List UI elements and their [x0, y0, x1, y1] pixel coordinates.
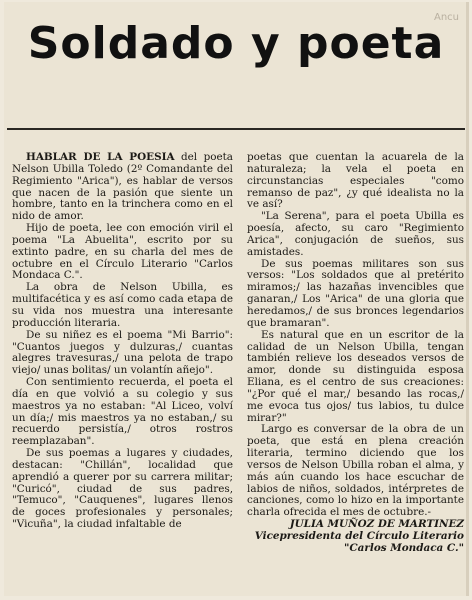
paragraph-10: Es natural que en un escritor de la calidad de un Nelson Ubilla, tengan también relieve los deseados versos de amor, donde su distinguida esposa Eliana, es el centro de sus creaciones: "¿Por qué el mar,/ besando las rocas,/ me evoca tus ojos/ tus labios, tu dulce mirar?" — [247, 328, 464, 424]
paragraph-6: De sus poemas a lugares y ciudades, destacan: "Chillán", localidad que aprendió a querer por su carrera militar; "Curicó", ciudad de sus padres, "Temuco", "Cauquenes", lugares llenos de goces profesionales y personales; "Vicuña", la ciudad infaltable de — [12, 447, 233, 531]
article-column-left — [12, 152, 233, 531]
paragraph-3: La obra de Nelson Ubilla, es multifacética y es así como cada etapa de su vida nos muestra una interesante producción literaria. — [12, 281, 233, 329]
headline-box — [7, 6, 465, 130]
newspaper-clipping — [4, 2, 469, 596]
bleed-through-text: Ancu — [433, 12, 459, 23]
paragraph-2: Hijo de poeta, lee con emoción viril el poema "La Abuelita", escrito por su extinto padre, en su charla del mes de octubre en el Círculo Literario "Carlos Mondaca C.". — [12, 222, 233, 282]
signature-organization: "Carlos Mondaca C." — [343, 541, 464, 554]
paragraph-1-text: del poeta Nelson Ubilla Toledo (2º Comandante del Regimiento "Arica"), es hablar de versos que nacen de la pasión que siente un hombre, tanto en la trinchera como en el nido de amor. — [12, 151, 233, 223]
paragraph-11: Largo es conversar de la obra de un poeta, que está en plena creación literaria, termino diciendo que los versos de Nelson Ubilla roban el alma, y más aún cuando los hace escuchar de labios de niños, soldados, intérpretes de canciones, como lo hizo en la importante charla ofrecida el mes de octubre.- — [247, 423, 464, 519]
paragraph-1 — [12, 152, 233, 223]
signature-role: Vicepresidenta del Círculo Literario — [254, 530, 464, 542]
article-column-right — [247, 152, 464, 555]
headline: Soldado y poeta — [27, 18, 445, 69]
signature-name: JULIA MUÑOZ DE MARTINEZ — [289, 518, 464, 531]
lead-in: HABLAR DE LA POESIA — [26, 151, 175, 163]
paragraph-7: poetas que cuentan la acuarela de la naturaleza; la vela el poeta en circunstancias especiales "como remanso de paz", ¿y qué idealista no la ve así? — [247, 151, 464, 211]
paragraph-9: De sus poemas militares son sus versos: "Los soldados que al pretérito miramos;/ las hazañas invencibles que ganaran,/ Los "Arica" de una gloria que heredamos,/ de sus bronces legendarios que bramaran". — [247, 257, 464, 329]
paragraph-8: "La Serena", para el poeta Ubilla es poesía, afecto, su caro "Regimiento Arica", conjugación de sueños, sus amistades. — [247, 210, 464, 258]
paragraph-4: De su niñez es el poema "Mi Barrio": "Cuantos juegos y dulzuras,/ cuantas alegres travesuras,/ una pelota de trapo viejo/ unas bolitas/ un volantín añejo". — [12, 328, 233, 377]
paragraph-5: Con sentimiento recuerda, el poeta el día en que volvió a su colegio y sus maestros ya no estaban: "Al Liceo, volví un día;/ mis maestros ya no estaban,/ su recuerdo persistía,/ otros rostros reemplazaban". — [12, 376, 233, 448]
